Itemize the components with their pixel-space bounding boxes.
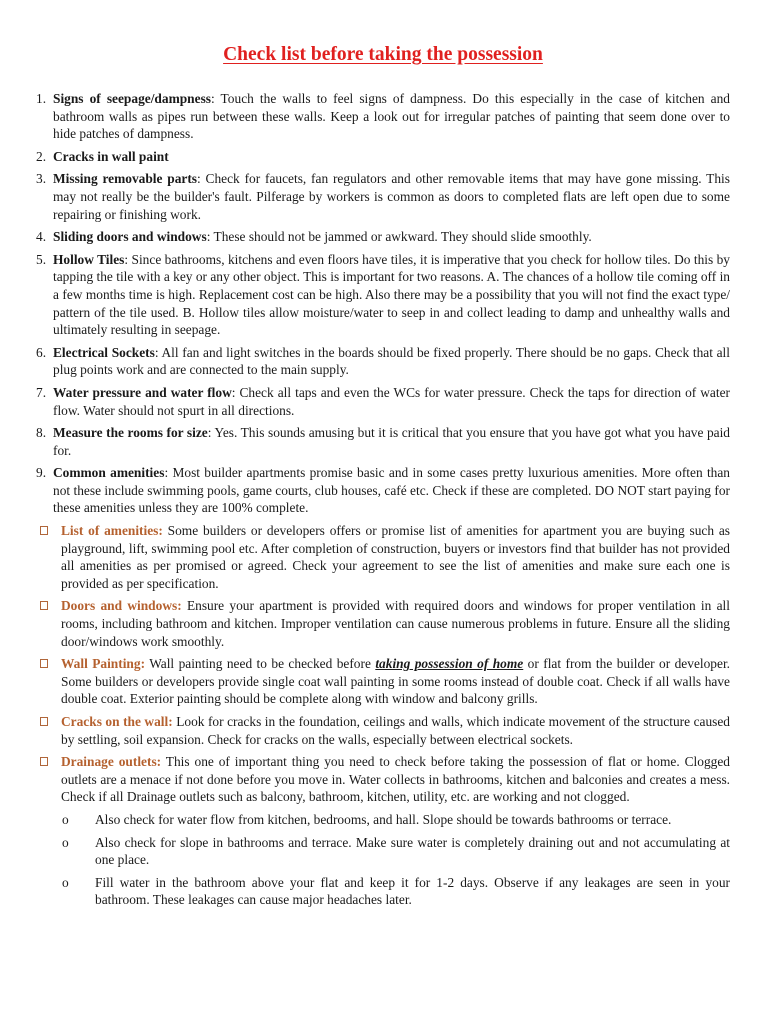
list-item: [36, 344, 730, 379]
bullet-text: Ensure your apartment is provided with required doors and windows for proper ventilation in all rooms, including bathroom and kitchen. Improper ventilation can cause numerous problems in future. Ensure all the sliding door/windows work smoothly.: [61, 598, 730, 649]
item-heading: Sliding doors and windows: [53, 229, 207, 245]
item-heading: Electrical Sockets: [53, 344, 155, 360]
item-text: : Check for faucets, fan regulators and other removable items that may have gone missing. This may not really be the builder's fault. Pilferage by workers is common as doors to completed flats are left open due to some repairing or finishing work.: [53, 171, 730, 222]
list-item: [36, 384, 730, 419]
sub-bullet-marker: o: [62, 834, 69, 850]
checkbox-icon: [40, 601, 48, 610]
bullet-text: This one of important thing you need to check before taking the possession of flat or home. Clogged outlets are a menace if not done before you move in. Water collects in bathrooms, kitchen and balconies and creates a mess. Check if all Drainage outlets such as balcony, bathroom, kitchen, utility, etc. are working and not clogged.: [61, 754, 731, 805]
item-heading: Common amenities: [53, 465, 165, 481]
bullet-heading: Drainage outlets:: [61, 754, 162, 770]
sub-bullet-list: [36, 811, 730, 909]
list-item: [36, 424, 730, 459]
sub-bullet-item: [36, 874, 730, 909]
checkbox-icon: [40, 757, 48, 766]
bullet-item: [36, 753, 730, 806]
bullet-text: Some builders or developers offers or promise list of amenities for apartment you are buying such as playground, lift, swimming pool etc. After completion of construction, buyers or investors find that builder has not provided all amenities as per promised or agreed. Check your agreement to see the list of amenities and make sure each one is provided as per specification.: [61, 523, 730, 591]
checkbox-icon: [40, 717, 48, 726]
checkbox-icon: [40, 659, 48, 668]
sub-bullet-text: Also check for water flow from kitchen, bedrooms, and hall. Slope should be towards bathrooms or terrace.: [95, 811, 672, 827]
item-heading: Measure the rooms for size: [53, 425, 208, 441]
item-number: 7.: [36, 384, 47, 400]
bullet-item: [36, 713, 730, 748]
list-item: [36, 251, 730, 339]
item-heading: Hollow Tiles: [53, 251, 125, 267]
bullet-text: Wall painting need to be checked before: [145, 656, 376, 672]
item-number: 9.: [36, 465, 47, 481]
sub-bullet-marker: o: [62, 811, 69, 827]
item-text: : Most builder apartments promise basic and in some cases pretty luxurious amenities. More often than not these include swimming pools, game courts, club houses, café etc. Check if these are completed. DO NOT start paying for these amenities unless they are 100% complete.: [53, 465, 731, 516]
bullet-item: [36, 655, 730, 708]
item-number: 2.: [36, 148, 47, 164]
bullet-heading: Wall Painting:: [61, 656, 146, 672]
list-item: [36, 90, 730, 143]
item-number: 5.: [36, 251, 47, 267]
item-text: : All fan and light switches in the boards should be fixed properly. There should be no gaps. Check that all plug points work and are connected to the main supply.: [53, 344, 730, 378]
list-item: [36, 148, 730, 166]
item-number: 4.: [36, 229, 47, 245]
checkbox-icon: [40, 526, 48, 535]
bullet-item: [36, 597, 730, 650]
sub-bullet-text: Fill water in the bathroom above your flat and keep it for 1-2 days. Observe if any leakages are seen in your bathroom. These leakages can cause major headaches later.: [95, 874, 730, 908]
item-number: 6.: [36, 344, 47, 360]
list-item: [36, 170, 730, 223]
sub-bullet-item: [36, 811, 730, 829]
numbered-checklist: [36, 90, 730, 517]
possession-link[interactable]: taking possession of home: [375, 656, 524, 672]
bullet-list: [36, 522, 730, 806]
bullet-text: or flat from the builder or developer. Some builders or developers provide single coat wall painting in some rooms instead of double coat. Check if all walls have double coat. Exterior painting should be complete along with window and balcony grills.: [61, 656, 731, 707]
item-heading: Signs of seepage/dampness: [53, 91, 211, 106]
item-text: : These should not be jammed or awkward. They should slide smoothly.: [206, 229, 592, 245]
item-heading: Missing removable parts: [53, 171, 198, 187]
sub-bullet-marker: o: [62, 874, 69, 890]
item-number: 8.: [36, 425, 47, 441]
bullet-item: [36, 522, 730, 592]
item-number: 3.: [36, 171, 47, 187]
item-heading: Water pressure and water flow: [53, 384, 232, 400]
bullet-heading: Cracks on the wall:: [61, 714, 173, 729]
sub-bullet-text: Also check for slope in bathrooms and terrace. Make sure water is completely draining out and not accumulating at one place.: [95, 834, 730, 868]
item-number: 1.: [36, 91, 47, 106]
item-text: : Touch the walls to feel signs of dampness. Do this especially in the case of kitchen and bathroom walls as pipes run between these walls. Keep a look out for irregular patches of painting that seem done over to hide patches of dampness.: [53, 91, 730, 142]
bullet-heading: Doors and windows:: [61, 598, 182, 614]
bullet-text: Look for cracks in the foundation, ceilings and walls, which indicate movement of the structure caused by settling, soil expansion. Check for cracks on the walls, especially between electrical sockets.: [61, 714, 730, 747]
page-title: Check list before taking the possession: [223, 44, 543, 65]
item-text: : Yes. This sounds amusing but it is critical that you ensure that you have got what you have paid for.: [53, 425, 730, 458]
sub-bullet-item: [36, 834, 730, 869]
bullet-heading: List of amenities:: [61, 523, 163, 539]
item-text: : Since bathrooms, kitchens and even floors have tiles, it is imperative that you check for hollow tiles. Do this by tapping the tile with a key or any other object. This is important for two reasons. A. The chances of a hollow tile coming off in a few months time is high. Replacement cost can be high. Also there may be a possibility that you will not find the exact type/ pattern of the tile used. B. Hollow tiles allow moisture/water to seep in and collect leading to damp and unhealthy walls and ultimately resulting in seepage.: [53, 251, 730, 338]
item-text: : Check all taps and even the WCs for water pressure. Check the taps for direction of water flow. Water should not spurt in all directions.: [53, 384, 730, 418]
list-item: [36, 228, 730, 246]
list-item: [36, 464, 730, 517]
item-heading: Cracks in wall paint: [53, 148, 169, 164]
